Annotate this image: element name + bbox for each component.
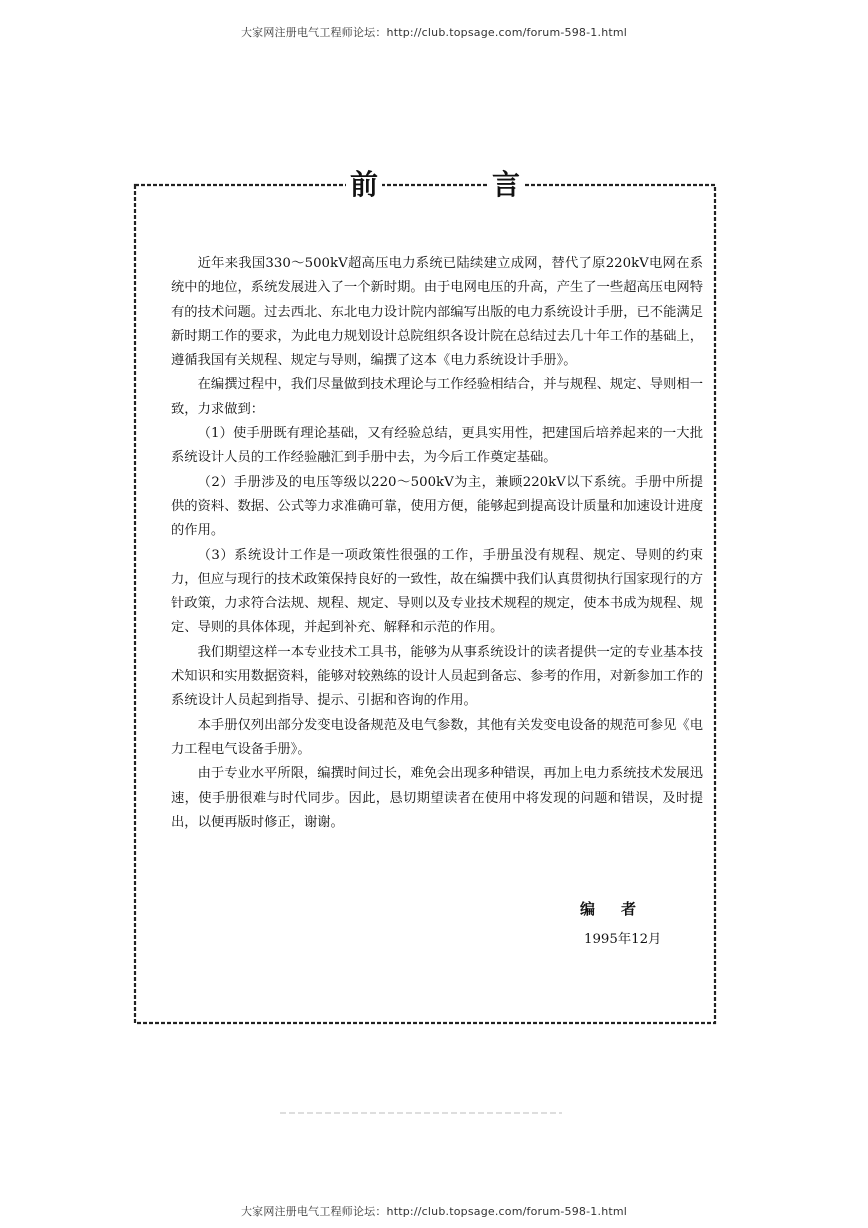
watermark-bottom: 大家网注册电气工程师论坛：http://club.topsage.com/forum-598-1.html <box>240 1205 628 1218</box>
author-signature: 编者 <box>580 900 663 918</box>
paragraph: （1）使手册既有理论基础，又有经验总结，更具实用性，把建国后培养起来的一大批系统设计人员的工作经验融汇到手册中去，为今后工作奠定基础。 <box>171 426 703 466</box>
scan-artifact <box>280 1112 562 1114</box>
preface-body <box>171 252 703 835</box>
paragraph: （2）手册涉及的电压等级以220～500kV为主，兼顾220kV以下系统。手册中所提供的资料、数据、公式等力求准确可靠，使用方便，能够起到提高设计质量和加速设计进度的作用。 <box>171 474 703 539</box>
paragraph: （3）系统设计工作是一项政策性很强的工作，手册虽没有规程、规定、导则的约束力，但应与现行的技术政策保持良好的一致性，故在编撰中我们认真贯彻执行国家现行的方针政策，力求符合法规、规程、规定、导则以及专业技术规程的规定，使本书成为规程、规定、导则的具体体现，并起到补充、解释和示范的作用。 <box>171 547 703 636</box>
paragraph: 在编撰过程中，我们尽量做到技术理论与工作经验相结合，并与规程、规定、导则相一致，力求做到： <box>171 377 703 417</box>
heading-char-left: 前 <box>346 168 382 202</box>
paragraph: 本手册仅列出部分发变电设备规范及电气参数，其他有关发变电设备的规范可参见《电力工程电气设备手册》。 <box>171 717 703 757</box>
paragraph: 由于专业水平所限，编撰时间过长，难免会出现多种错误，再加上电力系统技术发展迅速，使手册很难与时代同步。因此，恳切期望读者在使用中将发现的问题和错误，及时提出，以便再版时修正，谢谢。 <box>171 766 703 830</box>
paragraph: 我们期望这样一本专业技术工具书，能够为从事系统设计的读者提供一定的专业基本技术知识和实用数据资料，能够对较熟练的设计人员起到备忘、参考的作用，对新参加工作的系统设计人员起到指导、提示、引据和咨询的作用。 <box>171 644 703 709</box>
paragraph: 近年来我国330～500kV超高压电力系统已陆续建立成网，替代了原220kV电网在系统中的地位，系统发展进入了一个新时期。由于电网电压的升高，产生了一些超高压电网特有的技术问题。过去西北、东北电力设计院内部编写出版的电力系统设计手册，已不能满足新时期工作的要求，为此电力规划设计总院组织各设计院在总结过去几十年工作的基础上，遵循我国有关规程、规定与导则，编撰了这本《电力系统设计手册》。 <box>171 256 703 369</box>
heading-char-right: 言 <box>488 168 524 202</box>
preface-date: 1995年12月 <box>584 932 662 947</box>
watermark-top: 大家网注册电气工程师论坛：http://club.topsage.com/forum-598-1.html <box>240 26 628 39</box>
